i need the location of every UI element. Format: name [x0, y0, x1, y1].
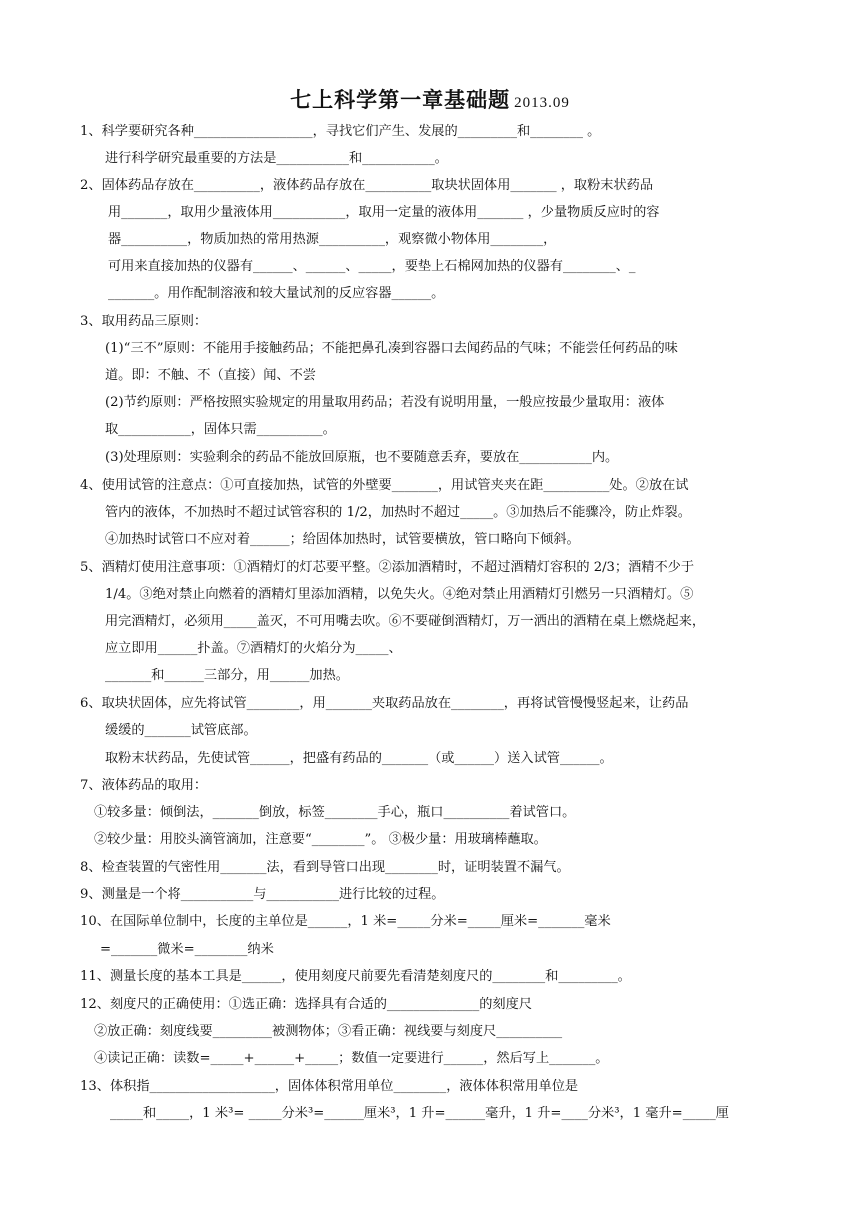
- question-12-line-3: ④读记正确：读数=_____+______+_____；数值一定要进行______，然后写上_______。: [94, 1051, 609, 1066]
- question-13-line-2: _____和_____，1 米³= _____分米³=______厘米³，1 升=______毫升，1 升=____分米³，1 毫升=_____厘: [110, 1106, 729, 1121]
- question-3-rule-1-cont: 道。即：不触、不（直接）闻、不尝: [105, 368, 316, 383]
- question-6-line-3: 取粉末状药品，先使试管______，把盛有药品的_______（或______）送入试管______。: [105, 751, 613, 766]
- question-7-line-2: ②较少量：用胶头滴管滴加，注意要“________”。 ③极少量：用玻璃棒蘸取。: [94, 832, 547, 847]
- question-3-rule-2-cont: 取___________，固体只需__________。: [105, 422, 336, 437]
- question-5-line-2: 1/4。③绝对禁止向燃着的酒精灯里添加酒精，以免失火。④绝对禁止用酒精灯引燃另一只酒精灯。⑤: [105, 587, 694, 602]
- question-2-line-5: _______。用作配制溶液和较大量试剂的反应容器______。: [108, 286, 445, 301]
- question-7-heading: 7、液体药品的取用：: [80, 778, 208, 793]
- question-7-line-1: ①较多量：倾倒法，_______倒放，标签________手心，瓶口__________着试管口。: [94, 805, 576, 820]
- question-5-line-5: _______和______三部分，用______加热。: [105, 668, 349, 683]
- question-1-line-1: 1、科学要研究各种__________________，寻找它们产生、发展的_________和________ 。: [80, 124, 601, 139]
- question-9: 9、测量是一个将___________与___________进行比较的过程。: [80, 887, 445, 902]
- question-3-rule-2: (2)节约原则：严格按照实验规定的用量取用药品；若没有说明用量，一般应按最少量取用：液体: [105, 395, 665, 410]
- question-2-line-4: 可用来直接加热的仪器有______、______、_____，要垫上石棉网加热的仪器有________、_: [108, 259, 636, 274]
- question-4-line-1: 4、使用试管的注意点：①可直接加热，试管的外壁要_______，用试管夹夹在距__________处。②放在试: [80, 478, 689, 493]
- question-2-line-1: 2、固体药品存放在__________，液体药品存放在__________取块状固体用_______ ，取粉末状药品: [80, 178, 654, 193]
- question-1-line-2: 进行科学研究最重要的方法是___________和___________。: [105, 151, 448, 166]
- question-3-rule-1: (1)“三不”原则：不能用手接触药品；不能把鼻孔凑到容器口去闻药品的气味；不能尝任何药品的味: [105, 341, 678, 356]
- question-10-line-1: 10、在国际单位制中，长度的主单位是______，1 米=_____分米=_____厘米=_______毫米: [80, 914, 611, 929]
- title-text: 七上科学第一章基础题: [290, 87, 511, 112]
- question-5-line-1: 5、酒精灯使用注意事项：①酒精灯的灯芯要平整。②添加酒精时，不超过酒精灯容积的 2/3；酒精不少于: [80, 560, 695, 575]
- question-8: 8、检查装置的气密性用_______法，看到导管口出现________时，证明装置不漏气。: [80, 860, 570, 875]
- question-11: 11、测量长度的基本工具是______，使用刻度尺前要先看清楚刻度尺的________和_________。: [80, 969, 631, 984]
- question-4-line-2: 管内的液体，不加热时不超过试管容积的 1/2，加热时不超过_____。③加热后不能骤冷，防止炸裂。: [105, 505, 691, 520]
- title-date: 2013.09: [514, 95, 570, 111]
- question-13-line-1: 13、体积指___________________，固体体积常用单位________，液体体积常用单位是: [80, 1079, 579, 1094]
- question-4-line-3: ④加热时试管口不应对着______；给固体加热时，试管要横放，管口略向下倾斜。: [105, 532, 580, 547]
- question-10-line-2: =_______微米=________纳米: [100, 942, 274, 957]
- page-title: [0, 84, 860, 114]
- question-5-line-3: 用完酒精灯，必须用_____盖灭，不可用嘴去吹。⑥不要碰倒酒精灯，万一洒出的酒精在桌上燃烧起来，: [105, 614, 706, 629]
- question-12-line-1: 12、刻度尺的正确使用：①选正确：选择具有合适的______________的刻度尺: [80, 997, 532, 1012]
- question-3-rule-3: (3)处理原则：实验剩余的药品不能放回原瓶，也不要随意丢弃，要放在___________内。: [105, 450, 619, 465]
- question-6-line-2: 缓缓的_______试管底部。: [105, 723, 257, 738]
- question-12-line-2: ②放正确：刻度线要_________被测物体；③看正确：视线要与刻度尺__________: [94, 1024, 563, 1039]
- question-2-line-2: 用_______，取用少量液体用___________，取用一定量的液体用_______ ，少量物质反应时的容: [108, 205, 660, 220]
- question-5-line-4: 应立即用______扑盖。⑦酒精灯的火焰分为_____、: [105, 641, 402, 656]
- question-6-line-1: 6、取块状固体，应先将试管________，用_______夹取药品放在________，再将试管慢慢竖起来，让药品: [80, 696, 689, 711]
- question-3-heading: 3、取用药品三原则：: [80, 314, 208, 329]
- question-2-line-3: 器__________，物质加热的常用热源__________，观察微小物体用________，: [108, 232, 557, 247]
